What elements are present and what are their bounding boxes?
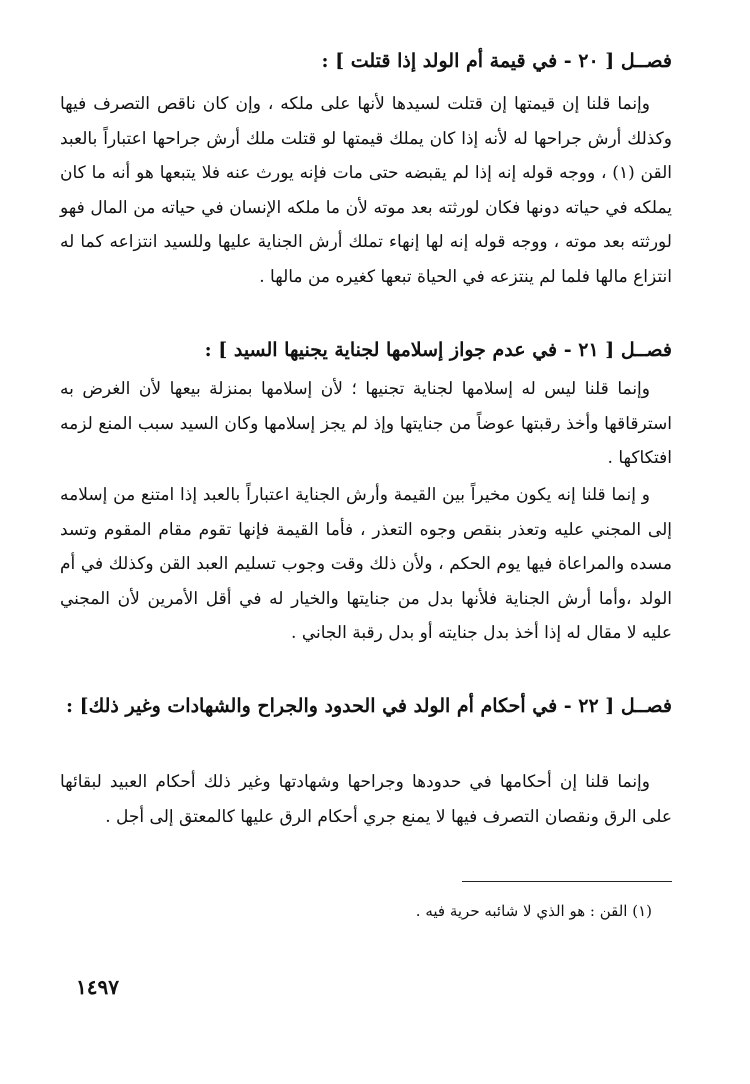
paragraph-text: وإنما قلنا إن أحكامها في حدودها وجراحها وشهادتها وغير ذلك أحكام العبيد لبقائها على الرق ونقصان التصرف فيها لا يمنع جري أحكام الرق عليها كالمعتق إلى أجل . — [60, 772, 672, 827]
section-21-heading: فصــل [ ٢١ - في عدم جواز إسلامها لجناية يجنيها السيد ] : — [204, 339, 672, 361]
paragraph-text: وإنما قلنا ليس له إسلامها لجناية تجنيها ؛ لأن إسلامها بمنزلة بيعها لأن الغرض به استرقاقها وأخذ رقبتها عوضاً من جنايتها وإذ لم يجز إسلامها وكان السيد سبب المنع لزمه افتكاكها . — [60, 379, 672, 468]
section-21-paragraph-1 — [60, 372, 672, 476]
section-20-paragraph — [60, 87, 672, 294]
paragraph-text: وإنما قلنا إن قيمتها إن قتلت لسيدها لأنها على ملكه ، وإن كان ناقص التصرف فيها وكذلك أرش جراحها له لأنه إذا كان يملك قيمتها لو قتلت ملك أرش جراحها اعتباراً بالعبد القن (١) ، ووجه قوله إنه إذا لم يقبضه حتى مات فإنه يورث عنه فلا يتبعها هو أنه ما كان يملكه في حياته دونها فكان لورثته بعد موته لأن ما ملكه الإنسان في حياته من المال فهو لورثته بعد موته ، ووجه قوله إنه لها إنهاء تملك أرش الجناية عليها وللسيد انتزاعه كما له انتزاع مالها فلما لم ينتزعه في الحياة تبعها كغيره من مالها . — [60, 94, 673, 287]
section-22-paragraph — [60, 765, 672, 834]
section-20-heading: فصــل [ ٢٠ - في قيمة أم الولد إذا قتلت ] : — [321, 50, 672, 72]
section-21-paragraph-2 — [60, 478, 672, 651]
section-22-heading: فصــل [ ٢٢ - في أحكام أم الولد في الحدود والجراح والشهادات وغير ذلك] : — [65, 695, 672, 717]
paragraph-text: و إنما قلنا إنه يكون مخيراً بين القيمة وأرش الجناية اعتباراً بالعبد إذا امتنع من إسلامه إلى المجني عليه وتعذر بنقص وجوه التعذر ، فأما القيمة فإنها تقوم مقام المقوم وتسد مسده والمراعاة فيها يوم الحكم ، ولأن ذلك وقت وجوب تسليم العبد القن وكذلك في أم الولد ،وأما أرش الجناية فلأنها بدل من جنايتها والخيار له في أقل الأمرين لأن المجني عليه لا مقال له إذا أخذ بدل جنايته أو بدل رقبة الجاني . — [60, 485, 672, 643]
footnote-divider — [462, 881, 672, 882]
page-number: ١٤٩٧ — [76, 975, 119, 999]
footnote: (١) القن : هو الذي لا شائبه حرية فيه . — [415, 902, 652, 920]
